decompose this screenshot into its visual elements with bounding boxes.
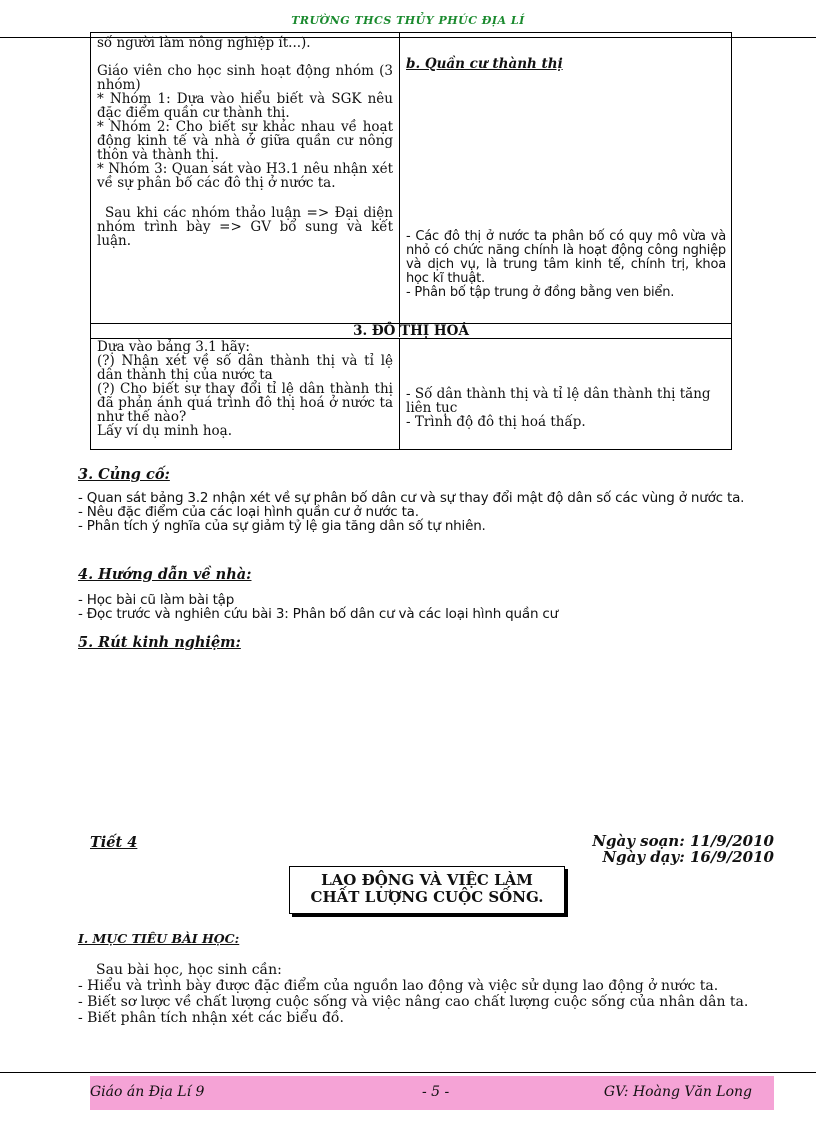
cell-left-top [97, 36, 393, 248]
ngay-day: Ngày dạy: 16/9/2010 [602, 848, 774, 866]
muc-tieu-item: - Hiểu và trình bày được đặc điểm của nguồn lao động và việc sử dụng lao động ở nước ta. [78, 978, 719, 994]
left-bottom-2: (?) Nhận xét về số dân thành thị và tỉ lệ dân thành thị của nước ta [97, 353, 393, 383]
running-header: TRƯỜNG THCS THỦY PHÚC ĐỊA LÍ [291, 14, 525, 27]
activity-table [90, 32, 732, 450]
huong-dan-item: - Học bài cũ làm bài tập [78, 592, 235, 608]
page-number: - 5 - [422, 1084, 450, 1100]
cell-left-bottom [97, 340, 393, 438]
right-point-1: - Các đô thị ở nước ta phân bố có quy mô vừa và nhỏ có chức năng chính là hoạt động công nghiệp và dịch vụ, là trung tâm kinh tế, chính trị, khoa học kĩ thuật. [406, 229, 726, 286]
huong-dan-list [78, 593, 766, 621]
rut-kinh-nghiem-heading: 5. Rút kinh nghiệm: [78, 634, 241, 651]
group-task-intro: Giáo viên cho học sinh hoạt động nhóm (3 nhóm) [97, 63, 393, 93]
lesson-title-line-2: CHẤT LƯỢNG CUỘC SỐNG. [310, 888, 544, 906]
muc-tieu-heading: I. MỤC TIÊU BÀI HỌC: [78, 931, 240, 946]
muc-tieu-item: - Biết sơ lược về chất lượng cuộc sống và việc nâng cao chất lượng cuộc sống của nhân dân ta. [78, 994, 749, 1010]
muc-tieu-content [78, 962, 778, 1026]
huong-dan-heading: 4. Hướng dẫn về nhà: [78, 566, 252, 583]
right-bottom-2: - Trình độ đô thị hoá thấp. [406, 414, 586, 430]
muc-tieu-intro: Sau bài học, học sinh cần: [96, 962, 282, 978]
group-conclusion: Sau khi các nhóm thảo luận => Đại diện nhóm trình bày => GV bổ sung và kết luận. [97, 205, 393, 249]
cung-co-list [78, 491, 766, 533]
cung-co-heading: 3. Củng cố: [78, 466, 170, 483]
right-bottom-1: - Số dân thành thị và tỉ lệ dân thành thị tăng liên tục [406, 386, 711, 416]
cung-co-item: - Phân tích ý nghĩa của sự giảm tỷ lệ gia tăng dân số tự nhiên. [78, 518, 486, 534]
muc-tieu-item: - Biết phân tích nhận xét các biểu đồ. [78, 1010, 344, 1026]
lesson-title-line-1: LAO ĐỘNG VÀ VIỆC LÀM [321, 871, 533, 889]
left-top-text: số người làm nông nghiệp ít...). [97, 35, 311, 51]
table-divider-top [399, 33, 400, 337]
footer-author: GV: Hoàng Văn Long [603, 1084, 752, 1100]
group-task-2: * Nhóm 2: Cho biết sự khác nhau về hoạt động kinh tế và nhà ở giữa quần cư nông thôn và thành thị. [97, 119, 393, 163]
huong-dan-item: - Đọc trước và nghiên cứu bài 3: Phân bố dân cư và các loại hình quần cư [78, 606, 558, 622]
page-footer [90, 1076, 774, 1110]
ngay-soan: Ngày soạn: 11/9/2010 [592, 832, 774, 850]
lesson-title-box [289, 866, 565, 914]
footer-left: Giáo án Địa Lí 9 [90, 1084, 205, 1100]
group-task-3: * Nhóm 3: Quan sát vào H3.1 nêu nhận xét về sự phân bố các đô thị ở nước ta. [97, 161, 393, 191]
cung-co-item: - Quan sát bảng 3.2 nhận xét về sự phân bố dân cư và sự thay đổi mật độ dân số các vùng ở nước ta. [78, 490, 745, 506]
left-bottom-1: Dựa vào bảng 3.1 hãy: [97, 339, 250, 355]
left-bottom-4: Lấy ví dụ minh hoạ. [97, 423, 232, 439]
table-divider-bottom [399, 338, 400, 450]
right-point-2: - Phân bố tập trung ở đồng bằng ven biển. [406, 285, 675, 300]
lesson-number: Tiết 4 [90, 834, 138, 851]
cell-right-points [406, 230, 726, 300]
cung-co-item: - Nêu đặc điểm của các loại hình quần cư ở nước ta. [78, 504, 419, 520]
footer-rule [0, 1072, 816, 1073]
lesson-dates [540, 833, 774, 865]
cell-right-bottom [406, 387, 728, 429]
section-3-title: 3. ĐÔ THỊ HOÁ [353, 323, 469, 339]
left-bottom-3: (?) Cho biết sự thay đổi tỉ lệ dân thành thị đã phản ánh quá trình đô thị hoá ở nước ta như thế nào? [97, 381, 393, 425]
group-task-1: * Nhóm 1: Dựa vào hiểu biết và SGK nêu đặc điểm quần cư thành thị. [97, 91, 393, 121]
right-heading: b. Quần cư thành thị [406, 56, 563, 72]
